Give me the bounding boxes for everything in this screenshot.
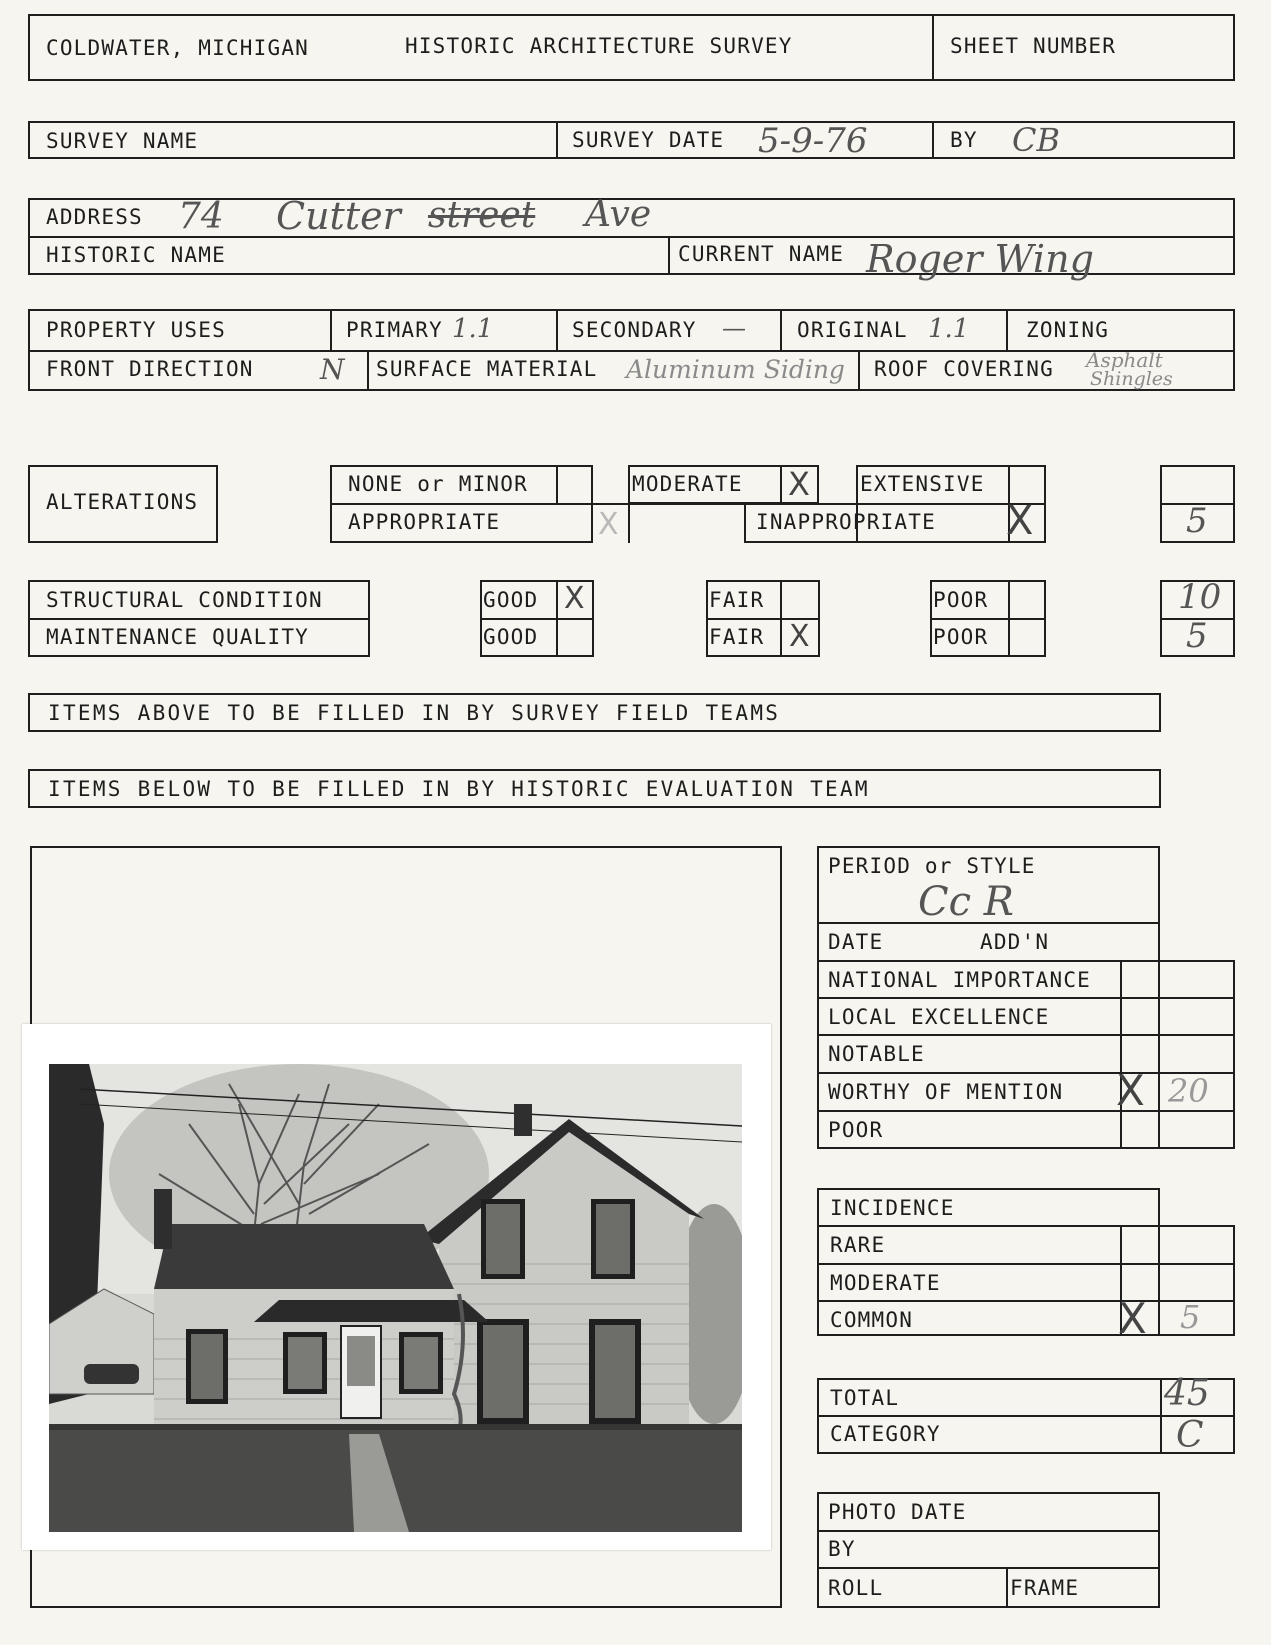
address-number: 74: [178, 196, 224, 237]
photo-info-line-1: [817, 1530, 1160, 1532]
items-above-note: ITEMS ABOVE TO BE FILLED IN BY SURVEY FIELD TEAMS: [48, 701, 781, 725]
inc-line-3: [817, 1300, 1235, 1302]
total-label: TOTAL: [830, 1386, 900, 1410]
worthy-of-mention-label: WORTHY OF MENTION: [828, 1080, 1064, 1104]
total-value: 45: [1164, 1373, 1210, 1414]
primary-label: PRIMARY: [346, 318, 443, 342]
house-photograph: [49, 1064, 742, 1532]
appropriate-label: APPROPRIATE: [348, 510, 501, 534]
category-label: CATEGORY: [830, 1422, 941, 1446]
alterations-score: 5: [1186, 501, 1208, 541]
current-name-label: CURRENT NAME: [678, 242, 845, 266]
survey-name-label: SURVEY NAME: [46, 129, 199, 153]
current-name-value: Roger Wing: [866, 237, 1094, 281]
property-div-1: [330, 309, 332, 350]
moderate-check-left: [780, 465, 782, 503]
zoning-label: ZONING: [1026, 318, 1110, 342]
address-street-type: Ave: [585, 194, 652, 235]
items-below-right-edge: [1159, 769, 1161, 806]
address-street: Cutter: [276, 194, 401, 238]
common-score: 5: [1180, 1298, 1201, 1336]
eval-line-1: [817, 960, 1235, 962]
good-maintenance-label: GOOD: [483, 625, 539, 649]
secondary-label: SECONDARY: [572, 318, 697, 342]
common-mark: X: [1118, 1294, 1147, 1343]
city-label: COLDWATER, MICHIGAN: [46, 36, 310, 60]
eval-line-3: [817, 1034, 1235, 1036]
total-score-left: [1160, 1378, 1162, 1454]
evaluation-score-column: [1120, 960, 1235, 1149]
structural-score: 10: [1178, 577, 1222, 617]
roof-covering-line2: Shingles: [1090, 368, 1173, 390]
roll-frame-divider: [1006, 1567, 1008, 1608]
historic-name-label: HISTORIC NAME: [46, 243, 226, 267]
moderate-inc-label: MODERATE: [830, 1271, 941, 1295]
alterations-label: ALTERATIONS: [46, 490, 199, 514]
photo-info-line-2: [817, 1567, 1160, 1569]
maintenance-quality-label: MAINTENANCE QUALITY: [46, 625, 310, 649]
notable-label: NOTABLE: [828, 1042, 925, 1066]
property-div-5: [367, 350, 369, 391]
poor-structural-label: POOR: [933, 588, 989, 612]
secondary-value: —: [722, 314, 746, 342]
incidence-label: INCIDENCE: [830, 1196, 955, 1220]
eval-line-5: [817, 1110, 1235, 1112]
none-minor-label: NONE or MINOR: [348, 472, 528, 496]
property-row-divider: [28, 350, 1235, 352]
moderate-label: MODERATE: [632, 472, 743, 496]
survey-by-label: BY: [950, 128, 978, 152]
current-name-divider: [668, 236, 670, 275]
photograph-card: [22, 1024, 771, 1550]
primary-value: 1.1: [452, 314, 494, 344]
survey-title: HISTORIC ARCHITECTURE SURVEY: [405, 34, 793, 58]
common-label: COMMON: [830, 1308, 914, 1332]
poor-eval-label: POOR: [828, 1118, 884, 1142]
total-divider: [817, 1415, 1235, 1417]
eval-check-left: [1120, 960, 1122, 1149]
none-minor-check-left: [556, 465, 558, 503]
good-divider: [480, 618, 594, 620]
photo-date-label: PHOTO DATE: [828, 1500, 967, 1524]
property-div-6: [858, 350, 860, 391]
front-direction-value: N: [320, 353, 345, 386]
good-structural-label: GOOD: [483, 588, 539, 612]
addn-label: ADD'N: [980, 930, 1050, 954]
survey-divider-1: [556, 121, 558, 159]
category-value: C: [1176, 1415, 1204, 1456]
original-value: 1.1: [928, 314, 970, 344]
inc-line-2: [817, 1263, 1235, 1265]
header-divider: [932, 14, 934, 81]
survey-date-label: SURVEY DATE: [572, 128, 725, 152]
period-value: Cc R: [918, 879, 1014, 925]
front-direction-label: FRONT DIRECTION: [46, 357, 254, 381]
property-div-3: [780, 309, 782, 350]
surface-material-label: SURFACE MATERIAL: [376, 357, 598, 381]
fair-structural-label: FAIR: [709, 588, 765, 612]
local-excellence-label: LOCAL EXCELLENCE: [828, 1005, 1050, 1029]
good-structural-mark: X: [564, 581, 585, 616]
address-street-crossed: street: [428, 195, 536, 236]
property-div-2: [556, 309, 558, 350]
rare-label: RARE: [830, 1233, 886, 1257]
surface-material-value: Aluminum Siding: [626, 355, 845, 384]
frame-label: FRAME: [1010, 1576, 1080, 1600]
extensive-label: EXTENSIVE: [860, 472, 985, 496]
roof-covering-line1: Asphalt: [1086, 348, 1163, 372]
fair-check-left: [780, 580, 782, 657]
period-label: PERIOD or STYLE: [828, 854, 1036, 878]
poor-maintenance-label: POOR: [933, 625, 989, 649]
inappropriate-mark: X: [1006, 498, 1034, 544]
fair-maintenance-label: FAIR: [709, 625, 765, 649]
items-below-note: ITEMS BELOW TO BE FILLED IN BY HISTORIC EVALUATION TEAM: [48, 777, 870, 801]
original-label: ORIGINAL: [797, 318, 908, 342]
survey-date-value: 5-9-76: [758, 121, 868, 161]
property-div-4: [1006, 309, 1008, 350]
good-check-left: [556, 580, 558, 657]
moderate-mark: X: [788, 465, 810, 503]
structural-condition-label: STRUCTURAL CONDITION: [46, 588, 323, 612]
inc-line-1: [817, 1225, 1235, 1227]
national-importance-label: NATIONAL IMPORTANCE: [828, 968, 1092, 992]
period-divider: [817, 922, 1160, 924]
moderate-stub: [628, 503, 630, 543]
condition-label-divider: [28, 618, 370, 620]
survey-by-value: CB: [1012, 121, 1060, 159]
address-label: ADDRESS: [46, 205, 143, 229]
property-uses-label: PROPERTY USES: [46, 318, 226, 342]
eval-line-2: [817, 997, 1235, 999]
fair-maintenance-mark: X: [789, 619, 810, 654]
maintenance-score: 5: [1186, 616, 1208, 656]
roll-label: ROLL: [828, 1576, 884, 1600]
worthy-mark: X: [1116, 1066, 1145, 1115]
roof-covering-label: ROOF COVERING: [874, 357, 1054, 381]
poor-check-left: [1008, 580, 1010, 657]
worthy-score: 20: [1168, 1072, 1209, 1110]
survey-divider-2: [932, 121, 934, 159]
photo-by-label: BY: [828, 1537, 856, 1561]
sheet-number-label: SHEET NUMBER: [950, 34, 1117, 58]
appropriate-faint-mark: X: [598, 507, 619, 542]
inappropriate-label: INAPPROPRIATE: [756, 510, 936, 534]
date-label: DATE: [828, 930, 884, 954]
poor-divider: [930, 618, 1046, 620]
